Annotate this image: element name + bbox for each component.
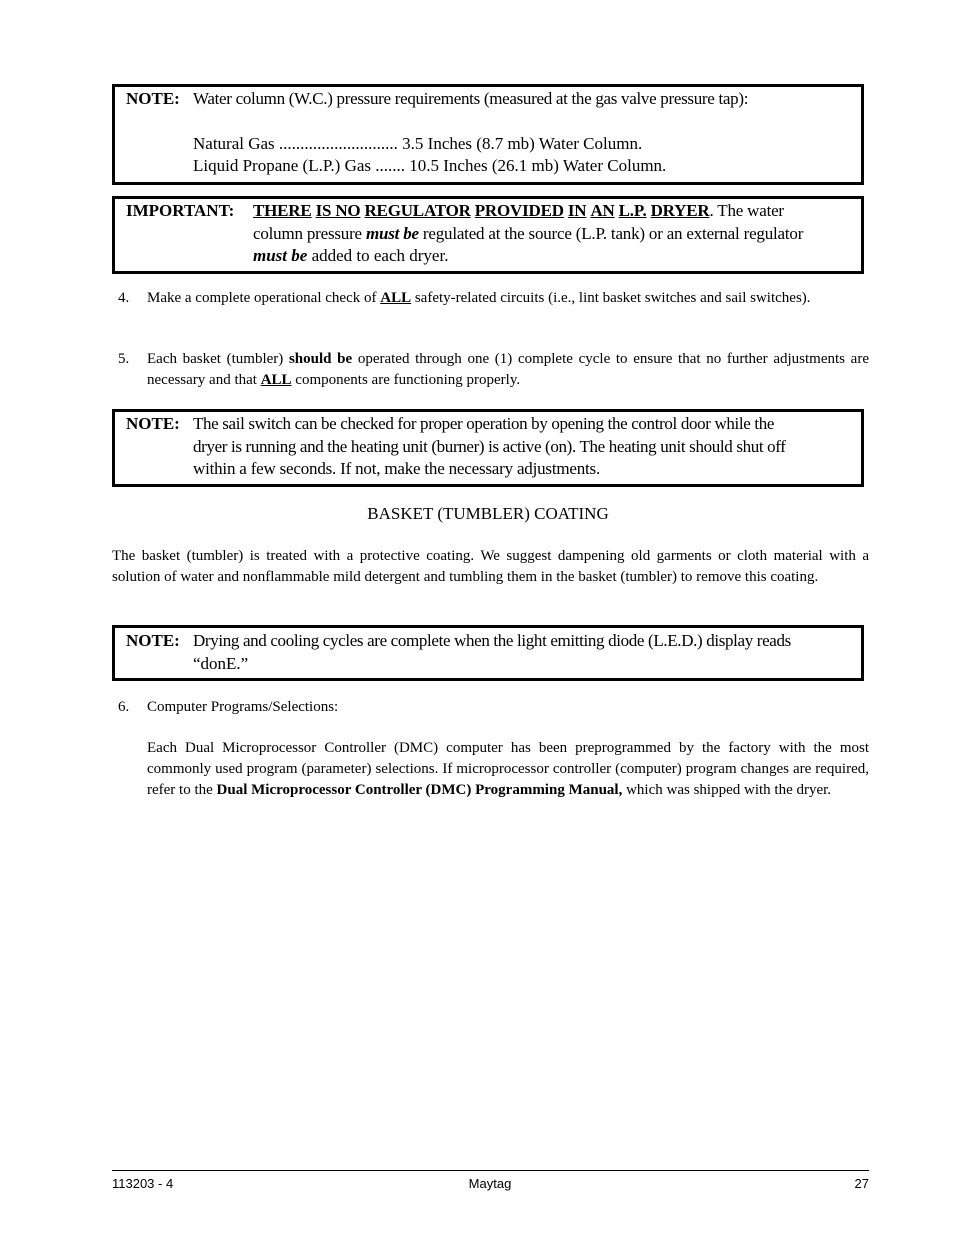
note-label: NOTE: — [126, 631, 180, 650]
item-number: 6. — [118, 699, 130, 715]
emph-word: IS NO — [315, 201, 361, 220]
note-text: Water column (W.C.) pressure requirements (measured at the gas valve pressure tap): — [193, 89, 749, 108]
item-text: Make a complete operational check of — [147, 290, 381, 306]
emph-word: IN — [567, 201, 587, 220]
must-be-emphasis: must be — [365, 224, 419, 243]
note-label: NOTE: — [126, 89, 180, 108]
important-text: column pressure — [253, 224, 366, 243]
important-text: regulated at the source (L.P. tank) or an external regulator — [418, 224, 804, 243]
footer-rule — [112, 1170, 869, 1171]
important-text: added to each dryer. — [307, 246, 449, 265]
emph-word: L.P. — [618, 201, 647, 220]
item-text: which was shipped with the dryer. — [622, 782, 832, 798]
emph-word: THERE — [253, 201, 312, 220]
all-emphasis: ALL — [380, 290, 412, 306]
should-be-emphasis: should be — [288, 351, 353, 367]
manual-title: Dual Microprocessor Controller (DMC) Programming Manual, — [216, 782, 623, 798]
coating-paragraph: The basket (tumbler) is treated with a protective coating. We suggest dampening old garments or cloth material with a solution of water and nonflammable mild detergent and tumbling them in the basket (tumbler) to remove this coating. — [112, 548, 869, 585]
item-4-text — [147, 288, 869, 309]
item-5-text — [147, 349, 869, 391]
item-text: components are functioning properly. — [291, 372, 521, 388]
important-line-2 — [253, 223, 803, 246]
footer-doc-number: 113203 - 4 — [112, 1176, 174, 1191]
note-line: dryer is running and the heating unit (burner) is active (on). The heating unit should shut off — [193, 437, 786, 456]
item-text: safety-related circuits (i.e., lint basket switches and sail switches). — [411, 290, 811, 306]
emph-word: DRYER — [650, 201, 710, 220]
note-line: The sail switch can be checked for proper operation by opening the control door while the — [193, 414, 775, 433]
item-number: 5. — [118, 351, 130, 367]
note-line: within a few seconds. If not, make the necessary adjustments. — [193, 459, 601, 478]
emph-word: PROVIDED — [474, 201, 564, 220]
emph-word: REGULATOR — [364, 201, 471, 220]
item-number: 4. — [118, 290, 130, 306]
note-label: NOTE: — [126, 414, 180, 433]
note-line: Drying and cooling cycles are complete when the light emitting diode (L.E.D.) display reads — [193, 631, 791, 650]
item-text: Each basket (tumbler) — [147, 351, 289, 367]
important-text: . The water — [709, 201, 784, 220]
item-6-text — [147, 738, 869, 801]
emph-word: AN — [590, 201, 615, 220]
natural-gas-line: Natural Gas ............................ 3.5 Inches (8.7 mb) Water Column. — [193, 134, 643, 153]
important-label: IMPORTANT: — [126, 201, 235, 220]
note-line: “donE.” — [193, 654, 249, 673]
footer-page-number: 27 — [854, 1176, 869, 1191]
item-text: Each Dual Microprocessor Controller (DMC) computer has been preprogrammed by the factory with the most commonly used program (parameter) selections. If microprocessor controller (computer) program changes are required, refer to the — [147, 740, 869, 798]
item-6-title: Computer Programs/Selections: — [147, 699, 339, 715]
important-line-1 — [253, 200, 784, 223]
section-title: BASKET (TUMBLER) COATING — [367, 504, 609, 523]
all-emphasis: ALL — [260, 372, 292, 388]
item-text: operated through one (1) complete cycle to ensure that no further adjustments are necessary and that — [147, 351, 869, 388]
important-line-3 — [253, 245, 448, 268]
must-be-emphasis: must be — [253, 246, 308, 265]
footer-brand: Maytag — [468, 1176, 512, 1191]
lp-gas-line: Liquid Propane (L.P.) Gas ....... 10.5 Inches (26.1 mb) Water Column. — [193, 156, 667, 175]
